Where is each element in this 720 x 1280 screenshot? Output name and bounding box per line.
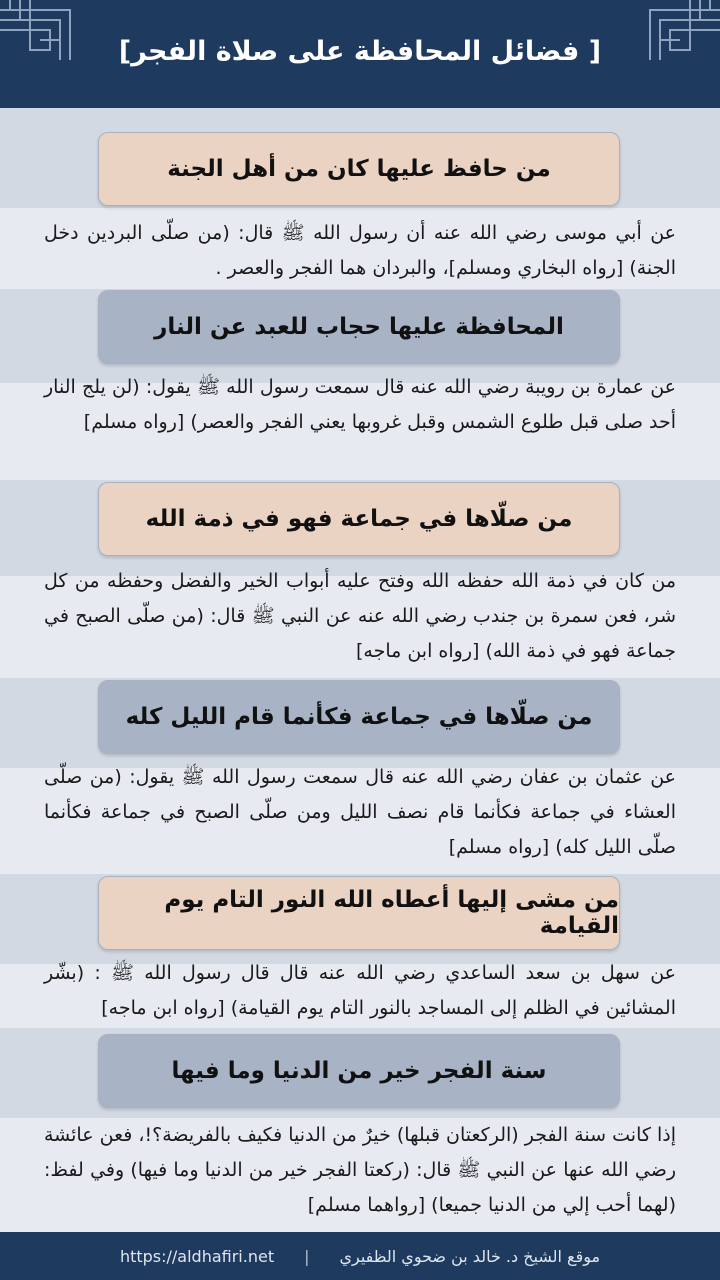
content-area — [0, 108, 720, 1232]
footer-url-link[interactable]: https://aldhafiri.net — [119, 1246, 275, 1266]
section-text-6: إذا كانت سنة الفجر (الركعتان قبلها) خيرٌ من الدنيا فكيف بالفريضة؟!، فعن عائشة رضي الله عنها عن النبي ﷺ قال: (ركعتا الفجر خير من الدنيا وما فيها) وفي لفظ: (لهما أحب إلي من الدنيا جميعا) [رواهما مسلم] — [44, 1124, 676, 1216]
section-text-1: عن أبي موسى رضي الله عنه أن رسول الله ﷺ قال: (من صلّى البردين دخل الجنة) [رواه البخاري ومسلم]، والبردان هما الفجر والعصر . — [44, 222, 676, 279]
section-heading-1: من حافظ عليها كان من أهل الجنة — [98, 132, 620, 206]
section-text-4: عن عثمان بن عفان رضي الله عنه قال سمعت رسول الله ﷺ يقول: (من صلّى العشاء في جماعة فكأنما قام نصف الليل ومن صلّى الصبح في جماعة فكأنما صلّى الليل كله) [رواه مسلم] — [44, 766, 676, 858]
section-heading-3: من صلّاها في جماعة فهو في ذمة الله — [98, 482, 620, 556]
header — [0, 0, 720, 108]
page-title: [ فضائل المحافظة على صلاة الفجر] — [118, 36, 602, 67]
section-text-5: عن سهل بن سعد الساعدي رضي الله عنه قال قال رسول الله ﷺ : (بشّر المشائين في الظلم إلى المساجد بالنور التام يوم القيامة) [رواه ابن ماجه] — [44, 962, 676, 1019]
section-text-3: من كان في ذمة الله حفظه الله وفتح عليه أبواب الخير والفضل وحفظه من كل شر، فعن سمرة بن جندب رضي الله عنه عن النبي ﷺ قال: (من صلّى الصبح في جماعة فهو في ذمة الله) [رواه ابن ماجه] — [44, 570, 676, 662]
footer — [0, 1232, 720, 1280]
section-heading-5: من مشى إليها أعطاه الله النور التام يوم القيامة — [98, 876, 620, 950]
section-heading-6: سنة الفجر خير من الدنيا وما فيها — [98, 1034, 620, 1108]
footer-separator: | — [304, 1246, 310, 1266]
section-heading-2: المحافظة عليها حجاب للعبد عن النار — [98, 290, 620, 364]
footer-site-label: موقع الشيخ د. خالد بن ضحوي الظفيري — [339, 1246, 601, 1266]
section-heading-4: من صلّاها في جماعة فكأنما قام الليل كله — [98, 680, 620, 754]
section-text-2: عن عمارة بن رويبة رضي الله عنه قال سمعت رسول الله ﷺ يقول: (لن يلج النار أحد صلى قبل طلوع الشمس وقبل غروبها يعني الفجر والعصر) [رواه مسلم] — [44, 376, 676, 433]
